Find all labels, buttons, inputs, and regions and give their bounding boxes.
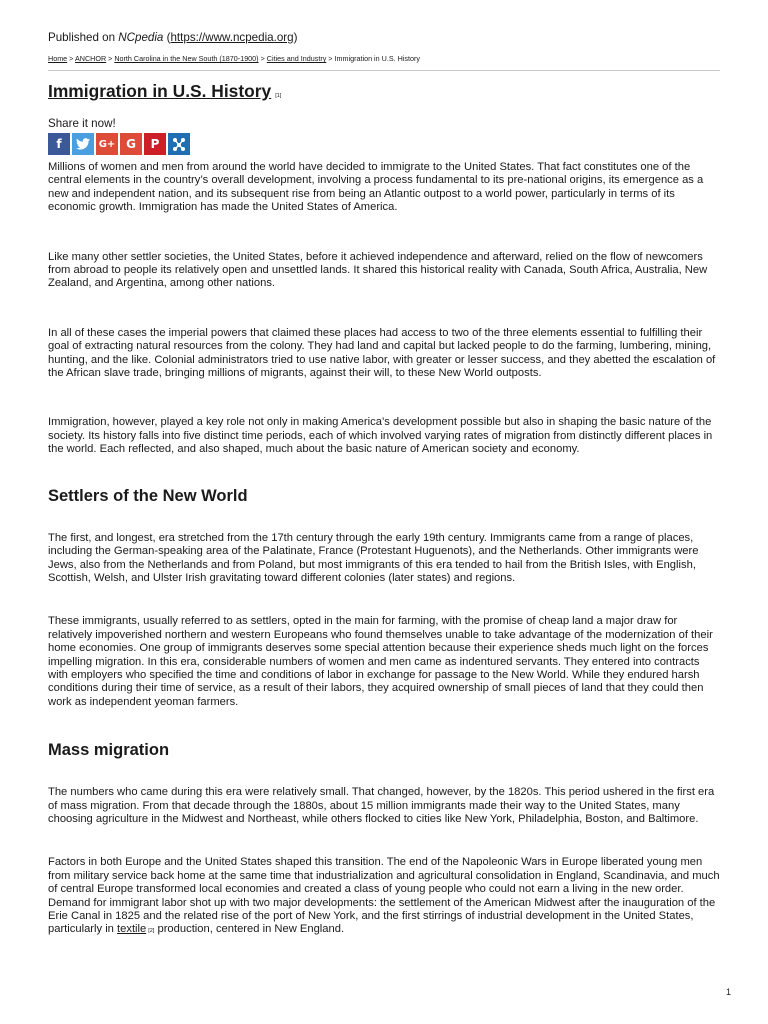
settlers-paragraph-1: The first, and longest, era stretched from the 17th century through the early 19th century. Immigrants came from a range of places, including the German-speaking area of the Palatinate, France (Protestant Huguenots), and the Netherlands. Other immigrants were Jews, also from the Netherlands and from Poland, but most immigrants of this era tended to hail from the British Isles, with English, Scottish, Welsh, and Ulster Irish gravitating toward different colonies (later states) and regions. — [48, 531, 699, 584]
textile-link[interactable]: textile — [117, 923, 147, 936]
share-icon — [172, 137, 186, 151]
settlers-paragraph-2: These immigrants, usually referred to as settlers, opted in the main for farming, with the promise of cheap land a major draw for relatively impoverished northern and western Europeans who found themselves unable to take advantage of the modernization of their home economies. One group of immigrants deserves some special attention because their experience sheds much light on the forces impelling migration. In this era, considerable numbers of women and men came as indentured servants. They entered into contracts with employers who specified the time and conditions of labor in exchange for passage to the New World. While they endured harsh conditions during their time of service, as a result of their labors, they acquired ownership of small pieces of land that they could then work as independent yeoman farmers. — [48, 615, 713, 708]
section-heading-mass-migration: Mass migration — [48, 741, 170, 760]
breadcrumb-separator: > — [326, 54, 335, 63]
section-heading-settlers: Settlers of the New World — [48, 486, 248, 505]
site-url-link[interactable]: https://www.ncpedia.org — [170, 31, 294, 44]
facebook-share-button[interactable] — [48, 133, 70, 155]
intro-paragraph-3: In all of these cases the imperial powers that claimed these places had access to two of the three elements essential to fulfilling their goal of extracting natural resources from the colony. They had land and capital but lacked people to do the farming, lumbering, mining, hunting, and the like. Colonial administrators tried to use native labor, with greater or lesser success, and they abetted the escalation of the African slave trade, bringing millions of migrants, against their will, to these New World outposts. — [48, 326, 716, 380]
google-plus-icon: G+ — [98, 138, 116, 150]
facebook-icon: f — [56, 137, 62, 151]
published-line — [48, 30, 720, 46]
pinterest-share-button[interactable] — [144, 133, 166, 155]
google-icon: G — [126, 137, 136, 151]
mass-migration-paragraph-1: The numbers who came during this era were relatively small. That changed, however, by the 1820s. This period ushered in the first era of mass migration. From that decade through the 1880s, about 15 million immigrants made their way to the United States, many choosing agriculture in the Midwest and Northeast, while others flocked to cities like New York, Philadelphia, Boston, and Baltimore. — [48, 786, 715, 825]
breadcrumb-current: Immigration in U.S. History — [334, 54, 420, 63]
title-reference: [1] — [275, 93, 282, 99]
breadcrumb-separator: > — [67, 54, 75, 63]
breadcrumb-separator: > — [106, 54, 115, 63]
breadcrumb-separator: > — [258, 54, 267, 63]
document-page — [48, 30, 720, 939]
breadcrumb-cities-industry[interactable]: Cities and Industry — [266, 54, 327, 63]
breadcrumb-anchor[interactable]: ANCHOR — [74, 54, 107, 63]
google-share-button[interactable] — [120, 133, 142, 155]
twitter-icon — [76, 138, 90, 150]
breadcrumb-new-south[interactable]: North Carolina in the New South (1870-1900) — [114, 54, 259, 63]
url-open: ( — [163, 31, 171, 44]
mass-migration-paragraph-2-text: Factors in both Europe and the United States shaped this transition. The end of the Napoleonic Wars in Europe liberated young men from military service back home at the same time that industrialization and agricultural consolidation in England, Scandinavia, and much of central Europe transformed local economies and created a class of young people who could not earn a living in the new order. Demand for immigrant labor shot up with two major developments: the settlement of the American Midwest after the inauguration of the Erie Canal in 1825 and the related rise of the port of New York, and the first stirrings of industrial development in the United States, particularly in — [48, 856, 720, 936]
mass-migration-paragraph-2 — [48, 856, 720, 938]
google-plus-share-button[interactable] — [96, 133, 118, 155]
textile-reference: [2] — [148, 928, 155, 935]
title-row — [48, 80, 720, 107]
intro-paragraph-4: Immigration, however, played a key role not only in making America’s development possible but also in shaping the basic nature of the society. Its history falls into five distinct time periods, each of which involved varying rates of migration from distinctly different places in the world. Each reflected, and also shaped, much about the basic nature of American society and economy. — [48, 416, 713, 456]
url-close: ) — [293, 31, 298, 44]
intro-paragraph-1: Millions of women and men from around the world have decided to immigrate to the United States. That fact constitutes one of the central elements in the country’s overall development, involving a process fundamental to its pre-national origins, its emergence as a new and independent nation, and its subsequent rise from being an Atlantic outpost to a world power, particularly in terms of its economic growth. Immigration has made the United States of America. — [48, 161, 704, 214]
page-title[interactable]: Immigration in U.S. History — [48, 81, 272, 101]
header-divider — [48, 70, 720, 71]
twitter-share-button[interactable] — [72, 133, 94, 155]
mass-migration-paragraph-2-end: production, centered in New England. — [154, 923, 345, 936]
breadcrumb — [48, 54, 720, 64]
pinterest-icon: P — [150, 137, 160, 151]
share-more-button[interactable] — [168, 133, 190, 155]
published-prefix: Published on — [48, 31, 119, 44]
breadcrumb-home[interactable]: Home — [48, 54, 68, 63]
share-buttons — [48, 133, 720, 155]
intro-paragraph-2: Like many other settler societies, the United States, before it achieved independence and afterward, relied on the flow of newcomers from abroad to people its relatively open and unsettled lands. It shared this historical reality with Canada, South Africa, Australia, New Zealand, and Argentina, among other nations. — [48, 250, 708, 290]
page-number: 1 — [725, 987, 731, 997]
site-name: NCpedia — [118, 31, 164, 44]
share-label: Share it now! — [48, 117, 116, 130]
